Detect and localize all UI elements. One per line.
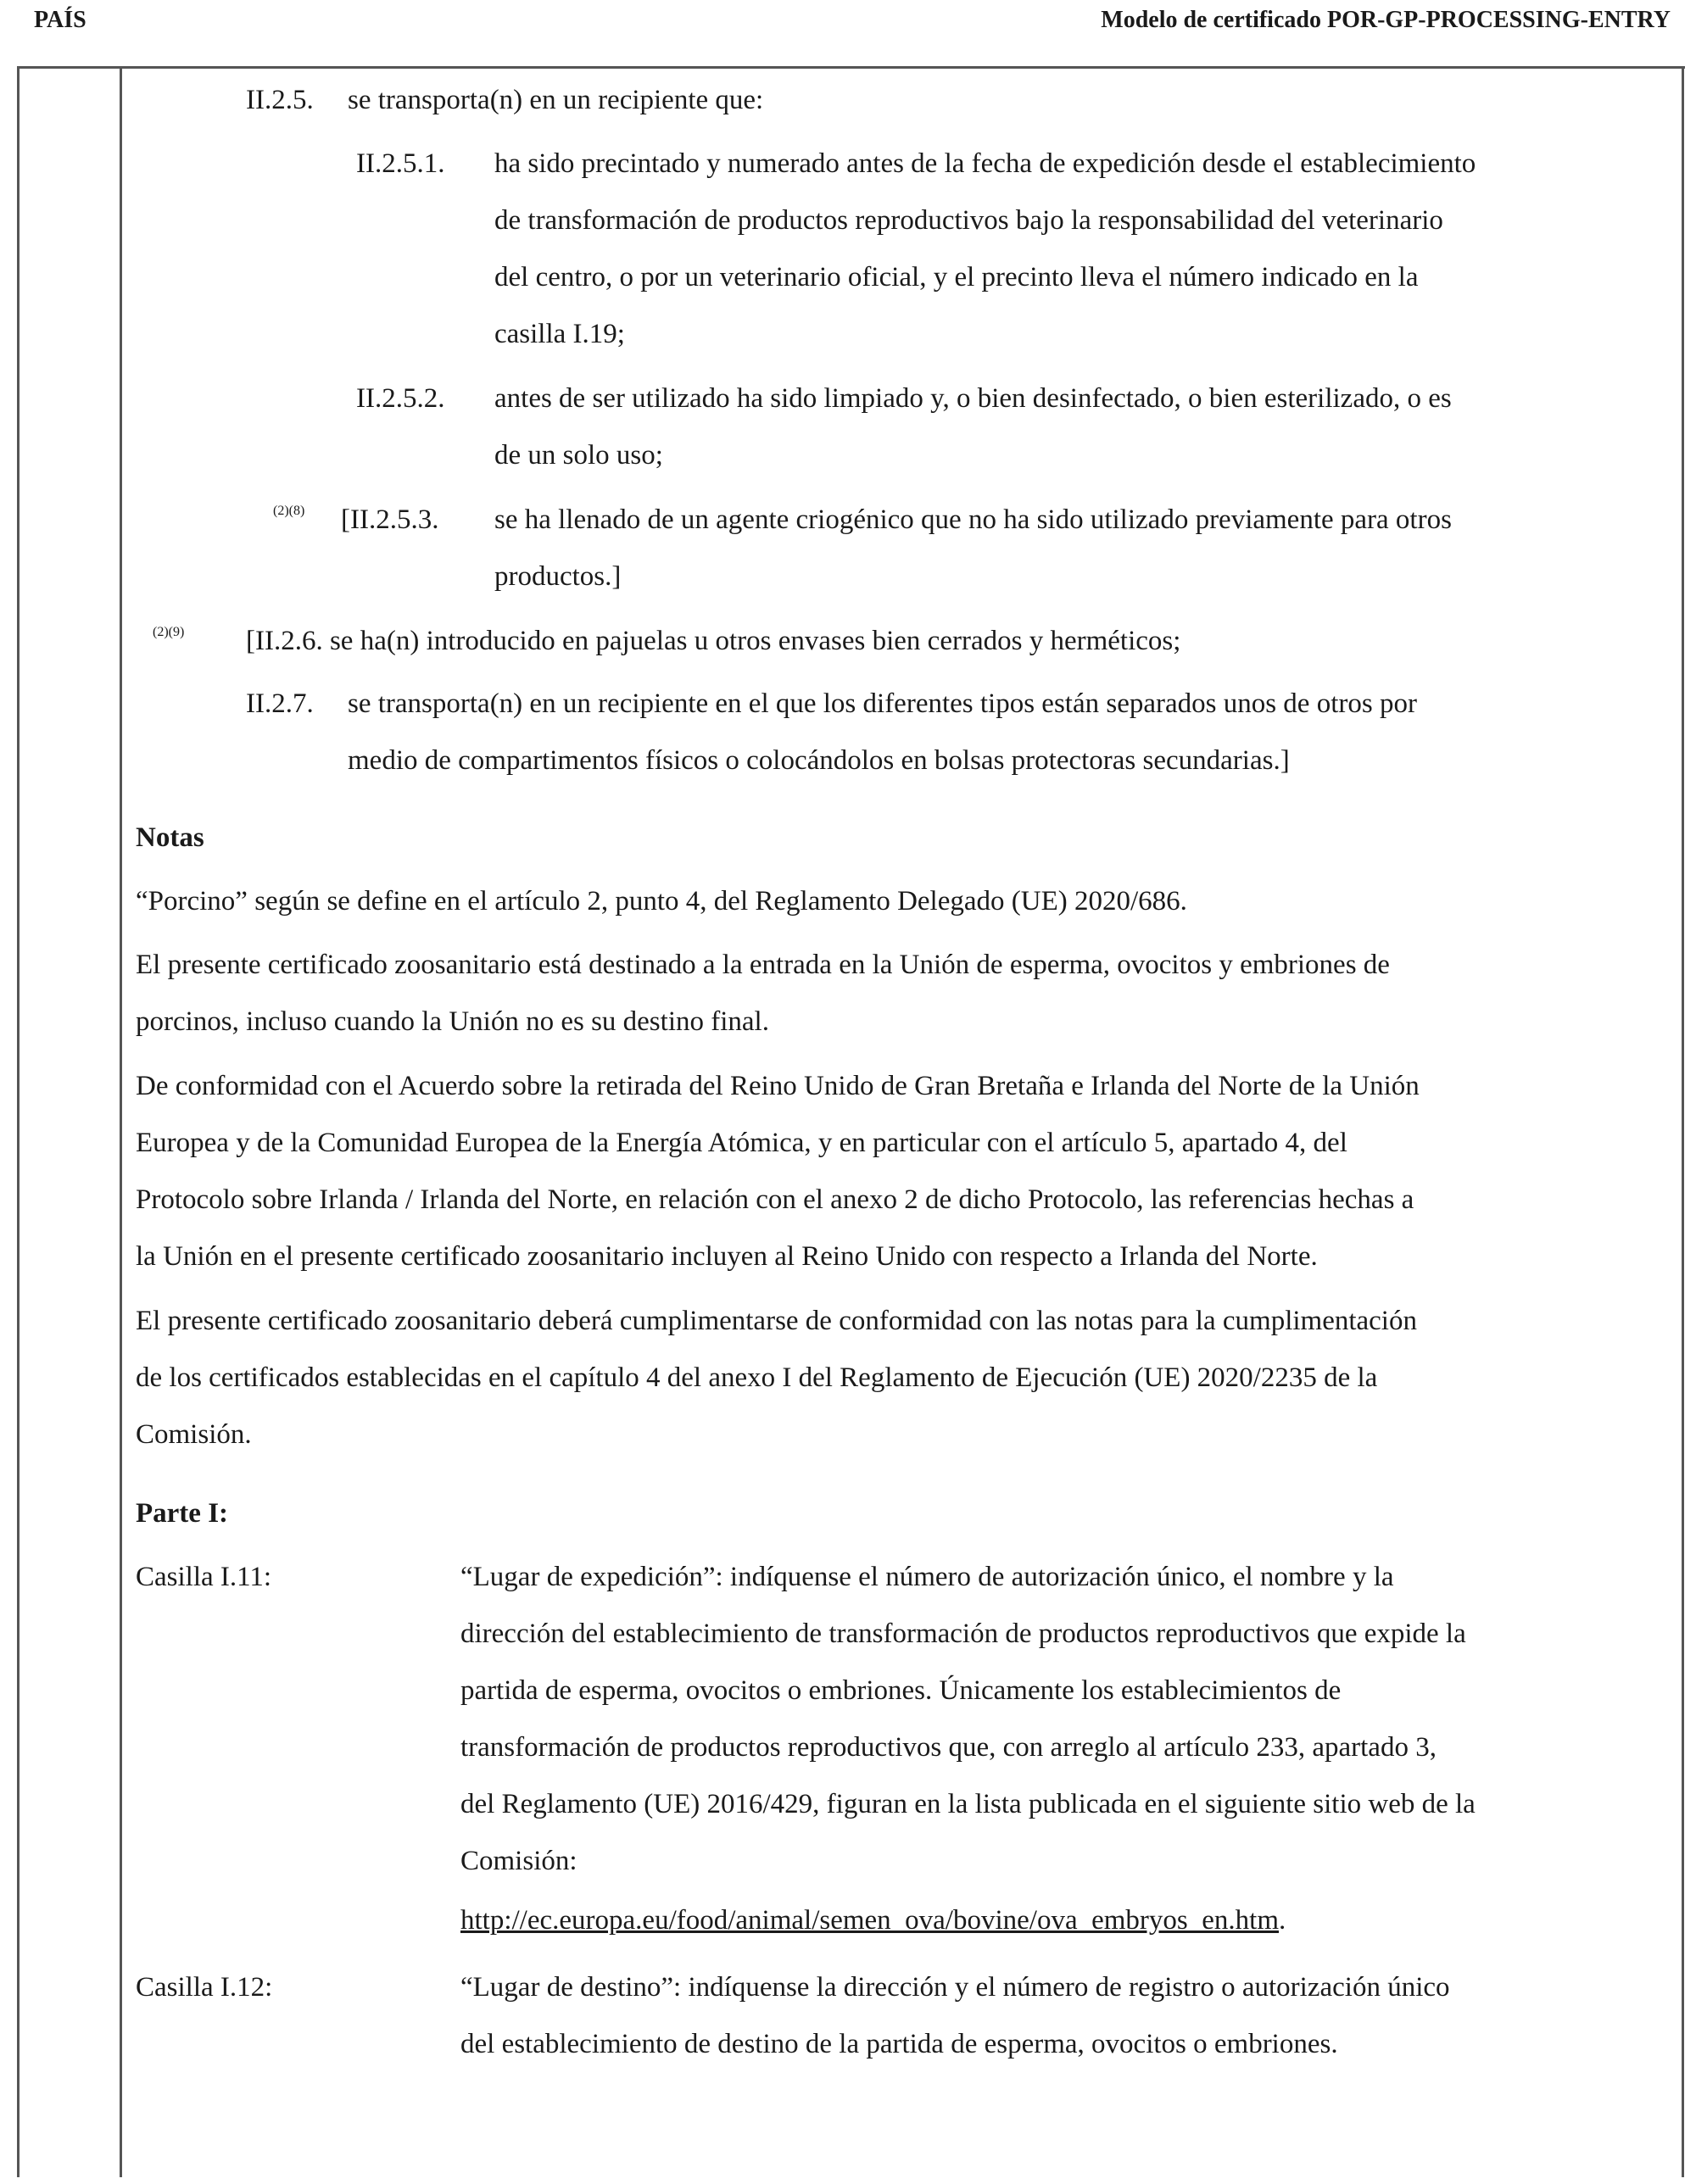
text-line: productos.] <box>494 561 622 592</box>
item-number: II.2.7. <box>246 688 314 719</box>
header-model: Modelo de certificado POR-GP-PROCESSING-ENTRY <box>1101 7 1671 33</box>
notes-paragraph: “Porcino” según se define en el artículo 2, punto 4, del Reglamento Delegado (UE) 2020/686. <box>136 886 1187 916</box>
frame-left-line <box>17 66 20 2177</box>
item-number: II.2.5.2. <box>356 383 445 414</box>
text-line: Comisión: <box>460 1846 577 1876</box>
text-line: “Lugar de expedición”: indíquense el número de autorización único, el nombre y la <box>460 1562 1394 1592</box>
text-line: la Unión en el presente certificado zoosanitario incluyen al Reino Unido con respecto a Irlanda del Norte. <box>136 1241 1318 1272</box>
text-line: ha sido precintado y numerado antes de la fecha de expedición desde el establecimiento <box>494 148 1476 179</box>
text-line: de los certificados establecidas en el capítulo 4 del anexo I del Reglamento de Ejecución (UE) 2020/2235 de la <box>136 1362 1378 1393</box>
text-line: del establecimiento de destino de la partida de esperma, ovocitos o embriones. <box>460 2029 1338 2059</box>
box-label: Casilla I.11: <box>136 1562 272 1592</box>
link-line <box>460 1903 1286 1937</box>
text-line: se transporta(n) en un recipiente en el que los diferentes tipos están separados unos de otros por <box>348 688 1417 719</box>
header-country: PAÍS <box>34 7 86 33</box>
item-text: [II.2.6. se ha(n) introducido en pajuelas u otros envases bien cerrados y herméticos; <box>246 626 1181 656</box>
text-line: de transformación de productos reproductivos bajo la responsabilidad del veterinario <box>494 205 1443 236</box>
text-line: de un solo uso; <box>494 440 663 471</box>
text-line: De conformidad con el Acuerdo sobre la retirada del Reino Unido de Gran Bretaña e Irlanda del Norte de la Unión <box>136 1071 1420 1101</box>
notes-heading: Notas <box>136 822 204 853</box>
text-line: medio de compartimentos físicos o colocándolos en bolsas protectoras secundarias.] <box>348 745 1290 776</box>
part1-heading: Parte I: <box>136 1498 229 1529</box>
item-text: se transporta(n) en un recipiente que: <box>348 85 764 115</box>
text-line: “Lugar de destino”: indíquense la dirección y el número de registro o autorización único <box>460 1972 1450 2003</box>
text-line: del Reglamento (UE) 2016/429, figuran en la lista publicada en el siguiente sitio web de la <box>460 1789 1476 1819</box>
text-line: Comisión. <box>136 1419 252 1450</box>
link-suffix: . <box>1279 1905 1286 1936</box>
text-line: dirección del establecimiento de transformación de productos reproductivos que expide la <box>460 1618 1466 1649</box>
text-line: El presente certificado zoosanitario está destinado a la entrada en la Unión de esperma, ovocitos y embriones de <box>136 950 1390 980</box>
frame-top-line <box>17 66 1685 69</box>
item-number: II.2.5. <box>246 85 314 115</box>
footnote-ref: (2)(9) <box>153 625 185 639</box>
footnote-ref: (2)(8) <box>273 504 305 518</box>
text-line: Protocolo sobre Irlanda / Irlanda del Norte, en relación con el anexo 2 de dicho Protocolo, las referencias hechas a <box>136 1184 1414 1215</box>
box-label: Casilla I.12: <box>136 1972 273 2003</box>
commission-website-link[interactable]: http://ec.europa.eu/food/animal/semen_ova/bovine/ova_embryos_en.htm <box>460 1905 1279 1936</box>
text-line: Europea y de la Comunidad Europea de la Energía Atómica, y en particular con el artículo 5, apartado 4, del <box>136 1128 1347 1158</box>
item-number: II.2.5.1. <box>356 148 445 179</box>
text-line: del centro, o por un veterinario oficial, y el precinto lleva el número indicado en la <box>494 262 1419 292</box>
text-line: casilla I.19; <box>494 319 625 349</box>
frame-right-line <box>1682 66 1684 2177</box>
text-line: se ha llenado de un agente criogénico que no ha sido utilizado previamente para otros <box>494 504 1452 535</box>
text-line: partida de esperma, ovocitos o embriones. Únicamente los establecimientos de <box>460 1675 1342 1706</box>
text-line: transformación de productos reproductivos que, con arreglo al artículo 233, apartado 3, <box>460 1732 1437 1763</box>
text-line: porcinos, incluso cuando la Unión no es su destino final. <box>136 1006 769 1037</box>
text-line: El presente certificado zoosanitario deberá cumplimentarse de conformidad con las notas para la cumplimentación <box>136 1306 1417 1336</box>
frame-inner-line <box>120 66 122 2177</box>
text-line: antes de ser utilizado ha sido limpiado y, o bien desinfectado, o bien esterilizado, o es <box>494 383 1452 414</box>
item-number: [II.2.5.3. <box>341 504 439 535</box>
